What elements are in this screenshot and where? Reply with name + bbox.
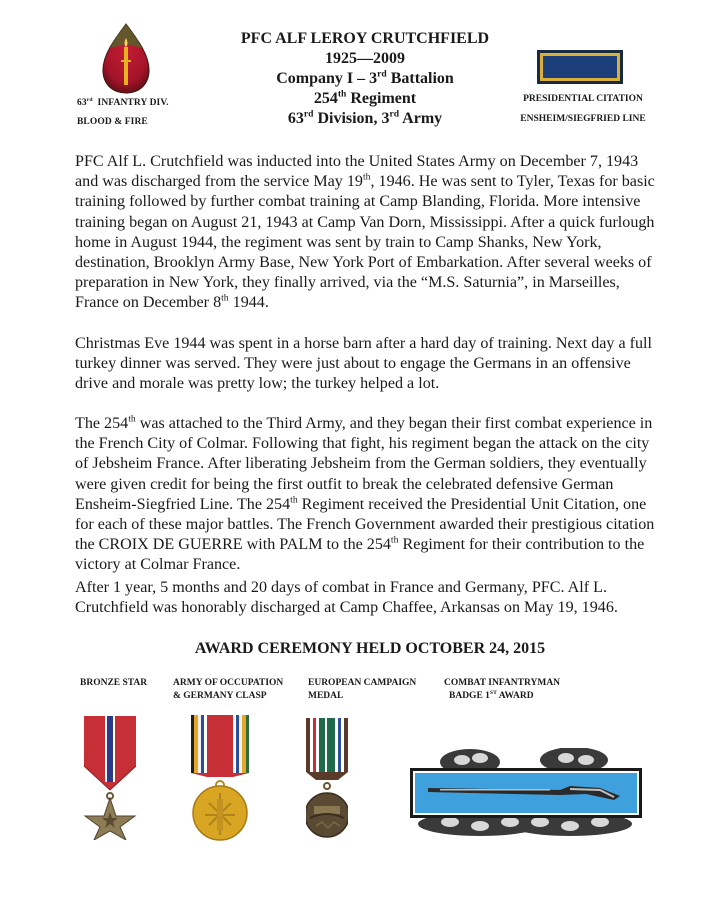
division-number: 63	[77, 98, 87, 108]
division-motto: BLOOD & FIRE	[77, 117, 148, 127]
army-of-occupation-medal-icon	[191, 715, 249, 842]
division-caption	[77, 98, 169, 108]
medal-caption-line: & GERMANY CLASP	[173, 690, 267, 701]
division-suffix-title: rd	[303, 108, 314, 120]
company-text: Company I – 3	[276, 70, 378, 87]
presidential-unit-citation-ribbon-icon	[537, 50, 623, 84]
medal-caption-line: MEDAL	[308, 690, 344, 701]
medal-caption-line	[444, 690, 560, 703]
citation-caption-1: PRESIDENTIAL CITATION	[523, 94, 643, 104]
regiment-number: 254	[313, 90, 338, 107]
p2-text: Christmas Eve 1944 was spent in a horse barn after a hard day of training. Next day a full turkey dinner was served. They were just about to engage the Germans in an offensive drive and morale was pretty low; the turkey helped a lot.	[75, 335, 652, 393]
medal-caption-line: ARMY OF OCCUPATION	[173, 678, 284, 688]
medal-caption-army-occupation	[173, 677, 283, 702]
p3-text-b: was attached to the Third Army, and they began their first combat experience in the French City of Colmar. Following that fight, his regiment began the attack on the city of Jebsheim France. After liberating Jebsheim from the German soldiers, they eventually were given credit for being the first outfit to break the celebrated defensive German Ensheim-Siegfried Line. The 254	[75, 415, 653, 513]
army-suffix: rd	[389, 108, 400, 120]
regiment-text: Regiment	[346, 90, 417, 107]
blood-and-fire-patch-icon	[100, 22, 152, 94]
p3-text-a: The 254	[75, 415, 129, 432]
paragraph-combat	[75, 414, 665, 576]
p1-text-c: 1944.	[228, 294, 269, 312]
division-army-line	[215, 109, 515, 129]
p3-text-d: Regiment for their contribution to the victory at Colmar France.	[75, 536, 645, 574]
p3-text-c: Regiment received the Presidential Unit Citation, one for each of these major battles. The French Government awarded their prestigious citation the CROIX DE GUERRE with PALM to the 254	[75, 495, 655, 554]
paragraph-service-history	[75, 152, 665, 314]
p1-sup-b: th	[221, 293, 229, 305]
medal-caption-bronze-star	[80, 677, 147, 690]
paragraph-christmas	[75, 334, 665, 395]
medal-caption-line: EUROPEAN CAMPAIGN	[308, 678, 417, 688]
p3-sup-c: th	[390, 534, 399, 546]
medal-caption-european-campaign	[308, 677, 416, 702]
army-text: Army	[399, 110, 443, 127]
regiment-line	[215, 89, 515, 109]
p1-text-b: , 1946. He was sent to Tyler, Texas for basic training followed by further combat training at Camp Blanding, Florida. More intensive training began on August 21, 1943 at Camp Van Dorn, Mississippi. After a quick furlough home in August 1944, the regiment was sent by train to Camp Shanks, New York, destination, Brooklyn Army Base, New York Port of Embarkation. After several weeks of preparation in New York, they finally arrived, via the “M.S. Saturnia”, in Marseilles, France on December 8	[75, 173, 655, 312]
p4-text: After 1 year, 5 months and 20 days of combat in France and Germany, PFC. Alf L. Crutchfield was honorably discharged at Camp Chaffee, Arkansas on May 19, 1946.	[75, 579, 618, 617]
p3-sup-a: th	[128, 413, 136, 425]
division-label: INFANTRY DIV.	[97, 98, 169, 108]
citation-caption-2: ENSHEIM/SIEGFRIED LINE	[520, 114, 646, 124]
badge-text: BADGE 1	[449, 690, 490, 701]
medal-caption-line: BRONZE STAR	[80, 678, 148, 688]
award-text: AWARD	[496, 690, 534, 701]
p1-sup-a: th	[362, 171, 371, 183]
division-number-title: 63	[287, 110, 304, 127]
battalion-text: Battalion	[386, 70, 454, 87]
company-line	[215, 69, 515, 89]
medal-caption-line: COMBAT INFANTRYMAN	[444, 678, 561, 688]
division-text: Division, 3	[313, 110, 390, 127]
division-suffix: rd	[86, 96, 93, 103]
ceremony-heading: AWARD CEREMONY HELD OCTOBER 24, 2015	[194, 640, 546, 657]
regiment-suffix: th	[337, 88, 347, 100]
badge-sup: ST	[489, 689, 497, 696]
soldier-name: PFC ALF LEROY CRUTCHFIELD	[240, 30, 490, 47]
medal-caption-combat-infantryman	[444, 677, 560, 702]
combat-infantryman-badge-icon	[410, 748, 642, 836]
bronze-star-medal-icon	[82, 716, 138, 840]
company-suffix: rd	[377, 68, 387, 80]
life-years: 1925—2009	[325, 50, 405, 67]
european-campaign-medal-icon	[306, 718, 348, 840]
page-title-block	[215, 29, 515, 129]
p3-sup-b: th	[290, 494, 298, 506]
p1-text-a: PFC Alf L. Crutchfield was inducted into the United States Army on December 7, 1943 and was discharged from the service May 19	[75, 153, 639, 191]
paragraph-discharge	[75, 578, 665, 618]
